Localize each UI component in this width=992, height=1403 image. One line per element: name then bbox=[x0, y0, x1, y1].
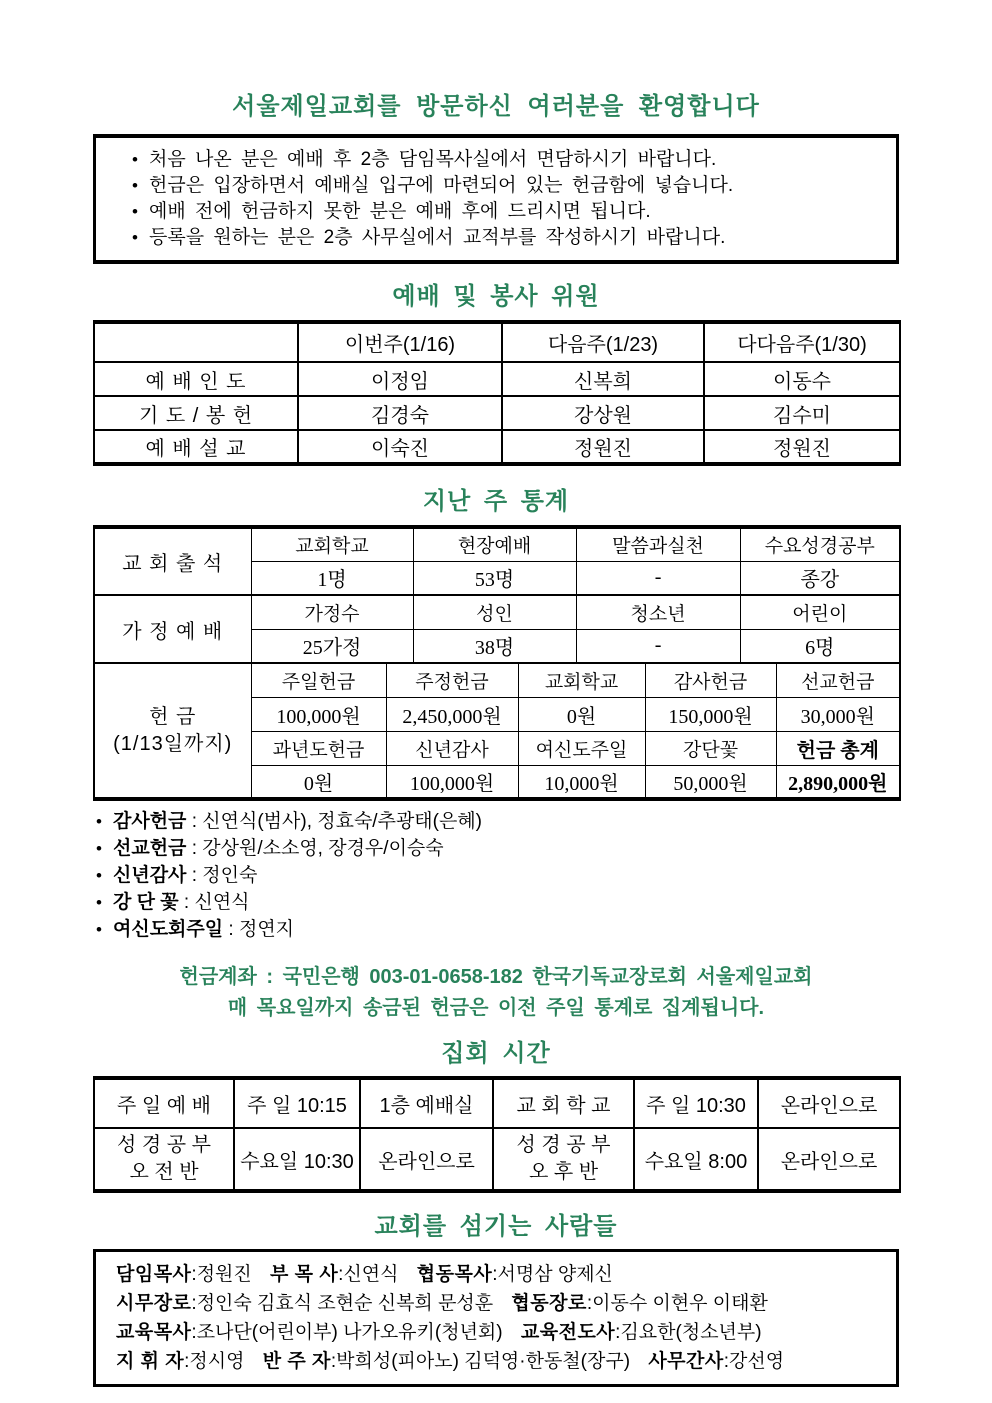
cell: 수요일 10:30 bbox=[234, 1128, 360, 1191]
cell: 150,000원 bbox=[645, 697, 776, 731]
bullet-icon: • bbox=[96, 893, 102, 912]
offering-note bbox=[96, 862, 899, 889]
staff-pair bbox=[511, 1293, 767, 1314]
page-title: 서울제일교회를 방문하신 여러분을 환영합니다 bbox=[232, 93, 760, 120]
times-row-sunday bbox=[94, 1078, 900, 1128]
row-header: 기 도 / 봉 헌 bbox=[94, 396, 298, 430]
cell: 교 회 학 교 bbox=[493, 1078, 634, 1128]
times-row-bible-study bbox=[94, 1128, 900, 1191]
sub-header: 감사헌금 bbox=[645, 663, 776, 697]
row-header: 예 배 설 교 bbox=[94, 430, 298, 464]
cell: 강상원 bbox=[502, 396, 704, 430]
row-header-offering bbox=[94, 663, 251, 799]
bullet-icon: • bbox=[132, 202, 138, 221]
cell: 수요일 8:00 bbox=[634, 1128, 758, 1191]
cell-line: 오 후 반 bbox=[528, 1161, 599, 1183]
row-header: 예 배 인 도 bbox=[94, 362, 298, 396]
staff-names: :조나단(어린이부) 나가오유키(청년회) bbox=[191, 1322, 503, 1343]
worship-committee-table bbox=[93, 320, 901, 466]
sub-header: 수요성경공부 bbox=[740, 527, 900, 561]
cell: 50,000원 bbox=[645, 765, 776, 799]
staff-role: 반 주 자 bbox=[262, 1351, 331, 1372]
note-label: 감사헌금 bbox=[113, 811, 187, 832]
bullet-icon: • bbox=[132, 228, 138, 247]
staff-names: :박희성(피아노) 김덕영·한동철(장구) bbox=[330, 1351, 631, 1372]
sub-header: 교회학교 bbox=[518, 663, 645, 697]
offering-total-value: 2,890,000원 bbox=[776, 765, 900, 799]
cell: 종강 bbox=[740, 561, 900, 595]
cell: 온라인으로 bbox=[360, 1128, 493, 1191]
account-notice bbox=[93, 962, 899, 1024]
cell: 53명 bbox=[413, 561, 576, 595]
cell: 주 일 예 배 bbox=[94, 1078, 234, 1128]
meeting-times-heading: 집회 시간 bbox=[441, 1040, 551, 1067]
bullet-icon: • bbox=[96, 812, 102, 831]
notice-item bbox=[132, 225, 890, 251]
staff-line bbox=[116, 1347, 886, 1376]
cell: 이정임 bbox=[298, 362, 502, 396]
note-separator: : bbox=[178, 892, 195, 913]
table-row bbox=[94, 430, 900, 464]
cell: 100,000원 bbox=[386, 765, 518, 799]
corner-cell bbox=[94, 322, 298, 362]
notice-text: 예배 전에 헌금하지 못한 분은 예배 후에 드리시면 됩니다. bbox=[149, 201, 651, 222]
bullet-icon: • bbox=[132, 150, 138, 169]
staff-pair bbox=[263, 1351, 630, 1372]
cell: 6명 bbox=[740, 629, 900, 663]
cell: 0원 bbox=[251, 765, 386, 799]
cell bbox=[94, 1128, 234, 1191]
staff-line bbox=[116, 1318, 886, 1347]
notice-text: 등록을 원하는 분은 2층 사무실에서 교적부를 작성하시기 바랍니다. bbox=[149, 227, 726, 248]
staff-role: 시무장로 bbox=[116, 1293, 192, 1314]
note-value: 정인숙 bbox=[202, 865, 258, 886]
row-header-home-worship: 가 정 예 배 bbox=[94, 595, 251, 663]
cell: 2,450,000원 bbox=[386, 697, 518, 731]
cell: 1층 예배실 bbox=[360, 1078, 493, 1128]
sub-header: 성인 bbox=[413, 595, 576, 629]
staff-names: :신연식 bbox=[338, 1264, 399, 1285]
staff-role: 담임목사 bbox=[116, 1264, 192, 1285]
sub-header: 여신도주일 bbox=[518, 731, 645, 765]
staff-pair bbox=[417, 1264, 613, 1285]
sub-header: 주정헌금 bbox=[386, 663, 518, 697]
staff-pair bbox=[116, 1264, 252, 1285]
notice-item bbox=[132, 173, 890, 199]
stats-table bbox=[93, 525, 901, 801]
cell: 신복희 bbox=[502, 362, 704, 396]
staff-role: 협동장로 bbox=[511, 1293, 587, 1314]
cell: - bbox=[576, 629, 740, 663]
cell: 정원진 bbox=[502, 430, 704, 464]
cell-line: 성 경 공 부 bbox=[117, 1134, 211, 1156]
offering-total-label: 헌금 총계 bbox=[776, 731, 900, 765]
staff-pair bbox=[116, 1322, 503, 1343]
cell: 10,000원 bbox=[518, 765, 645, 799]
sub-header: 청소년 bbox=[576, 595, 740, 629]
cell: 김경숙 bbox=[298, 396, 502, 430]
staff-box bbox=[93, 1249, 899, 1387]
staff-names: :이동수 이현우 이태환 bbox=[586, 1293, 768, 1314]
cell: 주 일 10:15 bbox=[234, 1078, 360, 1128]
cell: 30,000원 bbox=[776, 697, 900, 731]
offering-note bbox=[96, 889, 899, 916]
staff-pair bbox=[521, 1322, 762, 1343]
offering-note bbox=[96, 808, 899, 835]
note-value: 강상원/소소영, 장경우/이승숙 bbox=[202, 838, 444, 859]
bullet-icon: • bbox=[96, 866, 102, 885]
stats-heading: 지난 주 통계 bbox=[422, 488, 570, 515]
cell: 김수미 bbox=[704, 396, 900, 430]
staff-pair bbox=[116, 1293, 493, 1314]
cell: 정원진 bbox=[704, 430, 900, 464]
note-separator: : bbox=[223, 919, 239, 940]
staff-role: 지 휘 자 bbox=[116, 1351, 185, 1372]
staff-names: :강선영 bbox=[723, 1351, 785, 1372]
staff-role: 사무간사 bbox=[648, 1351, 724, 1372]
table-row bbox=[94, 362, 900, 396]
cell: 100,000원 bbox=[251, 697, 386, 731]
sub-header: 현장예배 bbox=[413, 527, 576, 561]
col-header: 다다음주(1/30) bbox=[704, 322, 900, 362]
cell: 이숙진 bbox=[298, 430, 502, 464]
home-worship-header-row bbox=[94, 595, 900, 629]
cell: 0원 bbox=[518, 697, 645, 731]
table-header-row bbox=[94, 322, 900, 362]
sub-header: 어린이 bbox=[740, 595, 900, 629]
account-line: 헌금계좌 : 국민은행 003-01-0658-182 한국기독교장로회 서울제일교회 bbox=[179, 966, 813, 988]
col-header: 이번주(1/16) bbox=[298, 322, 502, 362]
staff-pair bbox=[648, 1351, 784, 1372]
col-header: 다음주(1/23) bbox=[502, 322, 704, 362]
staff-names: :서명삼 양제신 bbox=[492, 1264, 613, 1285]
sub-header: 교회학교 bbox=[251, 527, 413, 561]
offering-note bbox=[96, 835, 899, 862]
staff-heading: 교회를 섬기는 사람들 bbox=[374, 1213, 618, 1240]
worship-committee-heading: 예배 및 봉사 위원 bbox=[392, 283, 600, 310]
offering-note bbox=[96, 916, 899, 943]
staff-names: :정원진 bbox=[191, 1264, 252, 1285]
welcome-notice-box bbox=[93, 134, 899, 264]
offering-notes bbox=[93, 808, 899, 943]
note-value: 정연지 bbox=[238, 919, 295, 940]
cell bbox=[493, 1128, 634, 1191]
row-header-attendance: 교 회 출 석 bbox=[94, 527, 251, 595]
cell: 온라인으로 bbox=[758, 1078, 900, 1128]
account-line: 매 목요일까지 송금된 헌금은 이전 주일 통계로 집계됩니다. bbox=[227, 997, 765, 1019]
cell: - bbox=[576, 561, 740, 595]
note-label: 여신도회주일 bbox=[113, 919, 224, 940]
note-value: 신연식(범사), 정효숙/추광태(은혜) bbox=[202, 811, 483, 832]
note-label: 신년감사 bbox=[113, 865, 187, 886]
note-value: 신연식 bbox=[194, 892, 250, 913]
meeting-times-table bbox=[93, 1076, 901, 1193]
note-separator: : bbox=[186, 838, 203, 859]
notice-item bbox=[132, 147, 890, 173]
cell-line: 성 경 공 부 bbox=[516, 1134, 611, 1156]
staff-role: 교육목사 bbox=[116, 1322, 192, 1343]
note-label: 강 단 꽃 bbox=[113, 892, 179, 913]
cell: 25가정 bbox=[251, 629, 413, 663]
notice-text: 헌금은 입장하면서 예배실 입구에 마련되어 있는 헌금함에 넣습니다. bbox=[149, 175, 734, 196]
staff-role: 협동목사 bbox=[416, 1264, 493, 1285]
staff-role: 부 목 사 bbox=[270, 1264, 339, 1285]
staff-names: :정인숙 김효식 조현순 신복희 문성훈 bbox=[191, 1293, 494, 1314]
bullet-icon: • bbox=[96, 839, 102, 858]
sub-header: 과년도헌금 bbox=[251, 731, 386, 765]
bullet-icon: • bbox=[96, 920, 102, 939]
cell: 이동수 bbox=[704, 362, 900, 396]
note-separator: : bbox=[186, 865, 203, 886]
staff-line bbox=[116, 1260, 886, 1289]
sub-header: 가정수 bbox=[251, 595, 413, 629]
staff-line bbox=[116, 1289, 886, 1318]
note-separator: : bbox=[186, 811, 203, 832]
staff-names: :김요한(청소년부) bbox=[615, 1322, 762, 1343]
offering-label-line1: 헌 금 bbox=[149, 705, 197, 728]
sub-header: 선교헌금 bbox=[776, 663, 900, 697]
attendance-header-row bbox=[94, 527, 900, 561]
notice-text: 처음 나온 분은 예배 후 2층 담임목사실에서 면담하시기 바랍니다. bbox=[149, 149, 717, 170]
notice-item bbox=[132, 199, 890, 225]
cell: 주 일 10:30 bbox=[634, 1078, 758, 1128]
cell: 온라인으로 bbox=[758, 1128, 900, 1191]
table-row bbox=[94, 396, 900, 430]
sub-header: 주일헌금 bbox=[251, 663, 386, 697]
note-label: 선교헌금 bbox=[113, 838, 187, 859]
staff-names: :정시영 bbox=[184, 1351, 245, 1372]
offering-label-line2: (1/13일까지) bbox=[113, 732, 233, 755]
offering-header-row-1 bbox=[94, 663, 900, 697]
cell-line: 오 전 반 bbox=[129, 1161, 199, 1183]
sub-header: 강단꽃 bbox=[645, 731, 776, 765]
cell: 38명 bbox=[413, 629, 576, 663]
staff-pair bbox=[116, 1351, 244, 1372]
staff-pair bbox=[270, 1264, 398, 1285]
sub-header: 말씀과실천 bbox=[576, 527, 740, 561]
sub-header: 신년감사 bbox=[386, 731, 518, 765]
cell: 1명 bbox=[251, 561, 413, 595]
bullet-icon: • bbox=[132, 176, 138, 195]
staff-role: 교육전도사 bbox=[520, 1322, 616, 1343]
